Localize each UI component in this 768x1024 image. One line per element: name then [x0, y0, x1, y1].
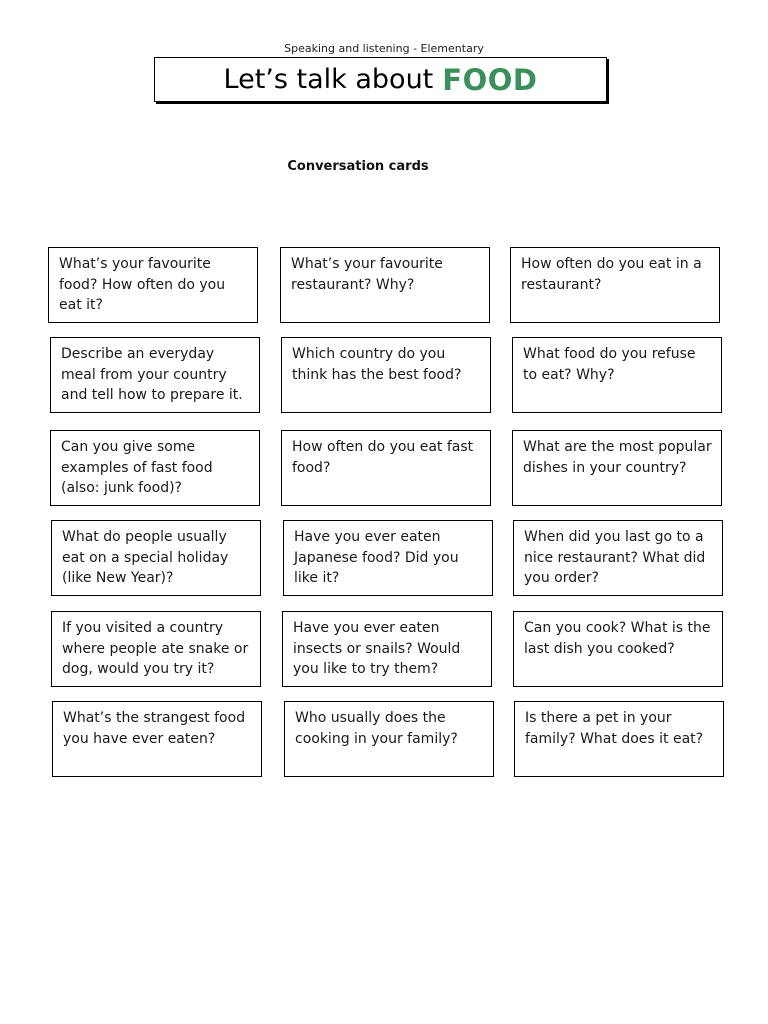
conversation-card: Describe an everyday meal from your country and tell how to prepare it.: [50, 337, 260, 413]
conversation-card: Can you cook? What is the last dish you cooked?: [513, 611, 723, 687]
title-text: Let’s talk about: [223, 64, 434, 95]
document-subtitle: Speaking and listening - Elementary: [284, 42, 484, 55]
conversation-card: If you visited a country where people ate snake or dog, would you try it?: [51, 611, 261, 687]
conversation-card: Have you ever eaten insects or snails? Would you like to try them?: [282, 611, 492, 687]
conversation-card: Can you give some examples of fast food (also: junk food)?: [50, 430, 260, 506]
conversation-card: What food do you refuse to eat? Why?: [512, 337, 722, 413]
conversation-card: What’s the strangest food you have ever eaten?: [52, 701, 262, 777]
conversation-card: Have you ever eaten Japanese food? Did you like it?: [283, 520, 493, 596]
conversation-card: What do people usually eat on a special holiday (like New Year)?: [51, 520, 261, 596]
conversation-card: When did you last go to a nice restaurant? What did you order?: [513, 520, 723, 596]
section-heading: Conversation cards: [287, 159, 429, 174]
title-box: [154, 57, 607, 102]
conversation-card: What’s your favourite restaurant? Why?: [280, 247, 490, 323]
conversation-card: How often do you eat fast food?: [281, 430, 491, 506]
conversation-card: Is there a pet in your family? What does it eat?: [514, 701, 724, 777]
conversation-card: Who usually does the cooking in your family?: [284, 701, 494, 777]
conversation-card: What are the most popular dishes in your country?: [512, 430, 722, 506]
conversation-card: How often do you eat in a restaurant?: [510, 247, 720, 323]
conversation-card: What’s your favourite food? How often do you eat it?: [48, 247, 258, 323]
conversation-card: Which country do you think has the best food?: [281, 337, 491, 413]
title-accent-word: FOOD: [442, 62, 538, 97]
